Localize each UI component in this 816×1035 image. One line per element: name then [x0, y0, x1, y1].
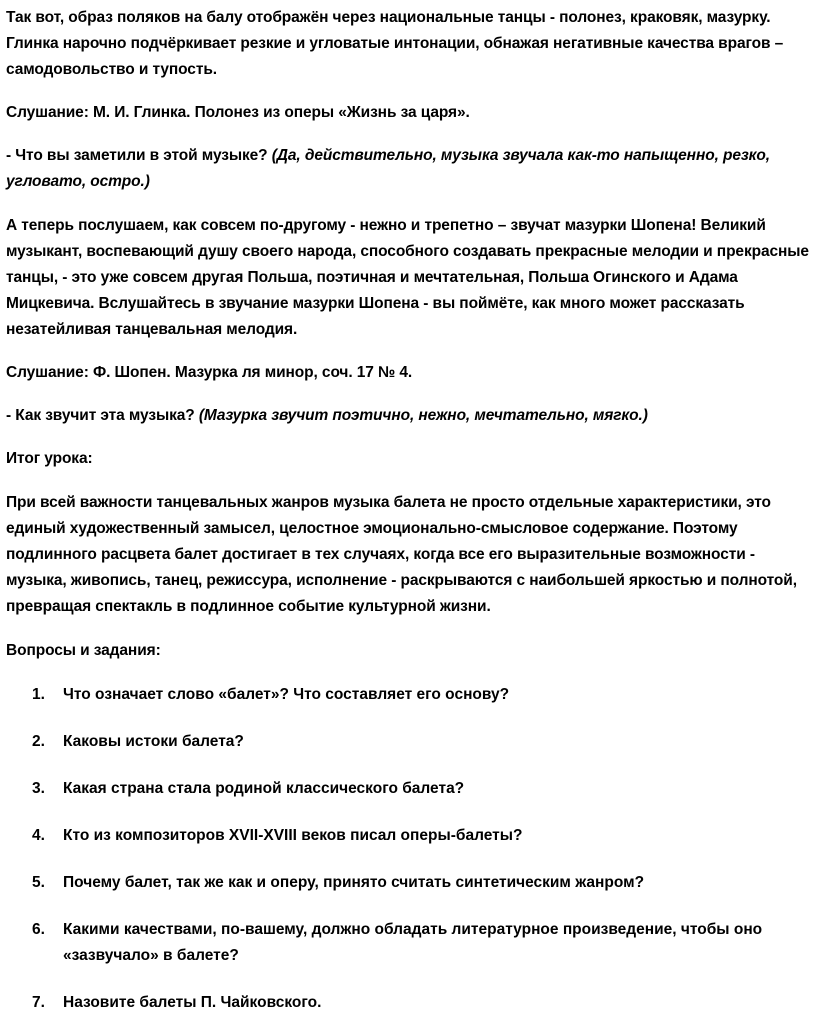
questions-list [6, 682, 810, 1016]
list-item-text: Какими качествами, по-вашему, должно обладать литературное произведение, чтобы оно «зазвучало» в балете? [63, 921, 763, 964]
list-item-number: 6. [32, 921, 45, 938]
list-item [6, 917, 810, 969]
list-item-number: 3. [32, 780, 45, 797]
lesson-summary-heading: Итог урока: [6, 450, 93, 467]
list-item-number: 4. [32, 827, 45, 844]
questions-heading: Вопросы и задания: [6, 642, 161, 659]
lesson-summary-text: При всей важности танцевальных жанров музыка балета не просто отдельные характеристики, это единый художественный замысел, целостное эмоционально-смысловое содержание. Поэтому подлинного расцвета балет достигает в тех случаях, когда все его выразительные возможности - музыка, живопись, танец, режиссура, исполнение - раскрываются с наибольшей яркостью и полнотой, превращая спектакль в подлинное событие культурной жизни. [6, 494, 797, 615]
list-item-text: Каковы истоки балета? [63, 733, 244, 750]
list-item [6, 776, 810, 802]
list-item-number: 1. [32, 686, 45, 703]
listening-glinka: Слушание: М. И. Глинка. Полонез из оперы «Жизнь за царя». [6, 104, 470, 121]
question-text: - Как звучит эта музыка? [6, 407, 199, 424]
listening-chopin: Слушание: Ф. Шопен. Мазурка ля минор, соч. 17 № 4. [6, 364, 413, 381]
list-item-text: Почему балет, так же как и оперу, принято считать синтетическим жанром? [63, 874, 645, 891]
list-item-number: 2. [32, 733, 45, 750]
list-item [6, 823, 810, 849]
list-item-text: Назовите балеты П. Чайковского. [63, 994, 322, 1011]
list-item [6, 682, 810, 708]
list-item [6, 990, 810, 1016]
answer-text: (Да, действительно, музыка звучала как-то напыщенно, резко, угловато, остро.) [6, 147, 771, 190]
list-item-number: 7. [32, 994, 45, 1011]
list-item-text: Какая страна стала родиной классического балета? [63, 780, 465, 797]
question-text: - Что вы заметили в этой музыке? [6, 147, 272, 164]
list-item-text: Кто из композиторов XVII-XVIII веков писал оперы-балеты? [63, 827, 523, 844]
list-item [6, 729, 810, 755]
list-item-text: Что означает слово «балет»? Что составляет его основу? [63, 686, 510, 703]
paragraph-polish-ball: Так вот, образ поляков на балу отображён через национальные танцы - полонез, краковяк, мазурку. Глинка нарочно подчёркивает резкие и угловатые интонации, обнажая негативные качества врагов – самодовольство и тупость. [6, 9, 784, 78]
question-chopin [6, 403, 810, 429]
answer-text: (Мазурка звучит поэтично, нежно, мечтательно, мягко.) [198, 407, 648, 424]
list-item-number: 5. [32, 874, 45, 891]
question-glinka [6, 143, 810, 195]
list-item [6, 870, 810, 896]
paragraph-chopin: А теперь послушаем, как совсем по-другому - нежно и трепетно – звучат мазурки Шопена! Великий музыкант, воспевающий душу своего народа, способного создавать прекрасные мелодии и прекрасные танцы, - это уже совсем другая Польша, поэтичная и мечтательная, Польша Огинского и Адама Мицкевича. Вслушайтесь в звучание мазурки Шопена - вы поймёте, как много может рассказать незатейливая танцевальная мелодия. [6, 217, 809, 338]
